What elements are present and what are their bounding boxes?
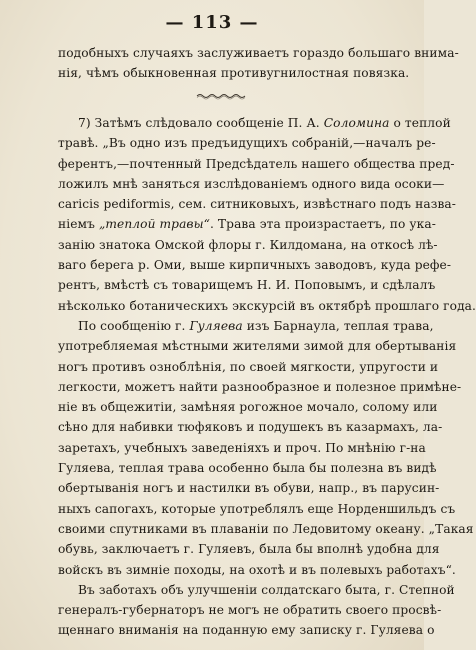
- text-line: [58, 478, 440, 498]
- text-segment: войскъ въ зимніе походы, на охотѣ и въ полевыхъ работахъ“.: [58, 562, 456, 577]
- text-segment: сѣно для набивки тюфяковъ и подушекъ въ казармахъ, ла-: [58, 420, 443, 435]
- text-line: подобныхъ случаяхъ заслуживаетъ гораздо большаго внима-: [58, 46, 459, 60]
- text-line: [58, 174, 445, 194]
- text-line: [58, 194, 457, 214]
- text-line: [58, 417, 443, 437]
- text-line: [58, 275, 436, 295]
- text-segment: своими спутниками въ плаваніи по Ледовитому океану. „Такая: [58, 521, 474, 536]
- text-segment: ложилъ мнѣ заняться изслѣдованіемъ одного вида осоки—: [58, 176, 445, 191]
- text-segment: . Трава эта произрастаетъ, по ука-: [209, 217, 436, 232]
- text-line: [58, 397, 438, 417]
- text-line: [58, 438, 426, 458]
- text-segment: легкости, можетъ найти разнообразное и полезное примѣне-: [58, 379, 462, 394]
- text-segment: ферентъ,—почтенный Предсѣдатель нашего общества пред-: [58, 156, 455, 171]
- text-segment: ваго берега р. Оми, выше кирпичныхъ заводовъ, куда рефе-: [58, 258, 452, 273]
- text-segment: занію знатока Омской флоры г. Килдомана, на откосѣ лѣ-: [58, 237, 438, 252]
- text-line: [58, 499, 456, 519]
- text-segment: генералъ-губернаторъ не могъ не обратить своего просвѣ-: [58, 603, 442, 618]
- emphasized-text: Соломина: [323, 116, 390, 130]
- text-line: [58, 235, 438, 255]
- text-segment: 7) Затѣмъ слѣдовало сообщеніе П. А.: [78, 116, 324, 130]
- text-segment: обертыванія ногъ и настилки въ обуви, напр., въ парусин-: [58, 481, 440, 496]
- text-segment: заретахъ, учебныхъ заведеніяхъ и проч. По мнѣнію г-на: [58, 440, 426, 455]
- text-segment: Гуляева, теплая трава особенно была бы полезна въ видѣ: [58, 461, 437, 476]
- text-line: [58, 357, 439, 377]
- text-segment: щеннаго вниманія на поданную ему записку г. Гуляева о: [58, 623, 435, 638]
- text-line: [58, 133, 436, 153]
- emphasized-text: Гуляева: [189, 318, 243, 333]
- text-line: [58, 519, 474, 539]
- text-segment: травѣ. „Въ одно изъ предъидущихъ собраній,—началъ ре-: [58, 136, 436, 151]
- page-number: — 113 —: [165, 12, 259, 33]
- text-segment: Въ заботахъ объ улучшеніи солдатскаго быта, г. Степной: [78, 582, 455, 597]
- text-line: [58, 620, 435, 640]
- text-segment: ныхъ сапогахъ, которые употреблялъ еще Норденшильдъ съ: [58, 501, 456, 516]
- text-segment: ніемъ: [58, 217, 99, 232]
- ornamental-divider: [196, 92, 248, 100]
- section-7-paragraphs: [58, 113, 476, 641]
- text-line: [58, 458, 437, 478]
- text-segment: ногъ противъ озноблѣнія, по своей мягкости, упругости и: [58, 359, 439, 374]
- text-line: [58, 316, 434, 336]
- text-segment: По сообщенію г.: [78, 318, 190, 333]
- text-segment: caricis pediformis, сем. ситниковыхъ, извѣстнаго подъ назва-: [58, 197, 457, 212]
- text-line: [58, 214, 436, 234]
- text-line: [58, 560, 456, 580]
- emphasized-text: „теплой травы“: [98, 217, 210, 232]
- text-line: [58, 336, 457, 356]
- text-segment: употребляемая мѣстными жителями зимой для обертыванія: [58, 339, 457, 354]
- text-segment: обувь, заключаетъ г. Гуляевъ, была бы вполнѣ удобна для: [58, 542, 440, 557]
- continuation-paragraph: [58, 43, 459, 84]
- text-line: [58, 600, 442, 620]
- text-line: [58, 113, 451, 133]
- text-line: [58, 255, 452, 275]
- text-line: [58, 580, 455, 600]
- text-segment: изъ Барнаула, теплая трава,: [242, 318, 434, 333]
- text-line: [58, 154, 455, 174]
- text-segment: нѣсколько ботаническихъ экскурсій въ октябрѣ прошлаго года.: [58, 298, 476, 313]
- text-line: нія, чѣмъ обыкновенная противугнилостная повязка.: [58, 66, 410, 81]
- text-line: [58, 539, 440, 559]
- text-line: [58, 377, 462, 397]
- text-segment: рентъ, вмѣстѣ съ товарищемъ Н. И. Поповымъ, и сдѣлалъ: [58, 278, 436, 293]
- text-segment: ніе въ общежитіи, замѣняя рогожное мочало, солому или: [58, 400, 438, 415]
- text-segment: о теплой: [389, 116, 451, 130]
- text-line: [58, 296, 476, 316]
